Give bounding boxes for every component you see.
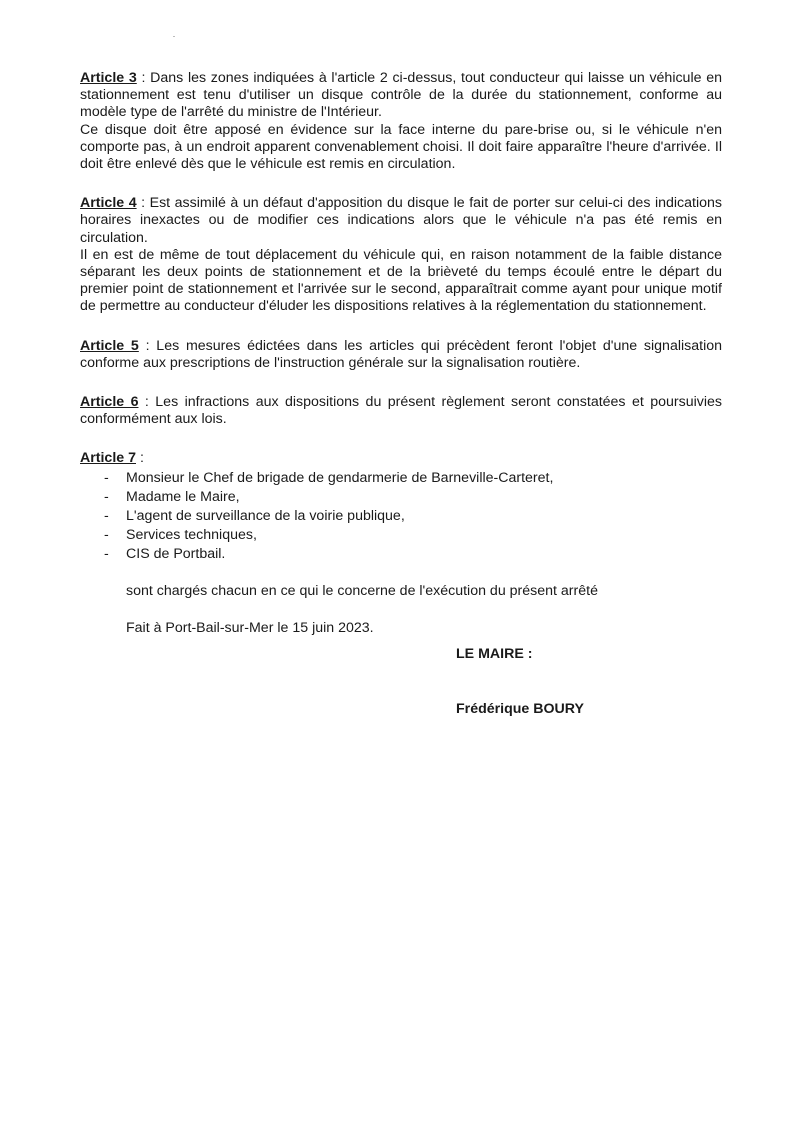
list-item: - CIS de Portbail. — [80, 546, 722, 565]
article-4-title: Article 4 — [80, 195, 137, 212]
article-6-paragraph-1 — [80, 394, 722, 428]
article-7-heading — [80, 450, 722, 467]
article-4-paragraph-1 — [80, 195, 722, 247]
article-5-title: Article 5 — [80, 337, 139, 354]
article-6-title: Article 6 — [80, 394, 139, 411]
list-item: - Monsieur le Chef de brigade de gendarmerie de Barneville-Carteret, — [80, 470, 722, 489]
article-3 — [80, 70, 722, 173]
signature-name: Frédérique BOURY — [456, 701, 584, 717]
article-7-colon: : — [136, 450, 144, 467]
article-4-text: : Est assimilé à un défaut d'apposition du disque le fait de porter sur celui-ci des indications horaires inexactes ou de modifier ces indications alors que le véhicule n'a pas été remis en circulation. — [80, 195, 722, 246]
document-body — [80, 70, 722, 637]
article-6-text: : Les infractions aux dispositions du présent règlement seront constatées et poursuivies conformément aux lois. — [80, 394, 722, 428]
article-4-paragraph-2: Il en est de même de tout déplacement du véhicule qui, en raison notamment de la faible distance séparant les deux points de stationnement et de la brièveté du temps écoulé entre le départ du premier point de stationnement et l'arrivée sur le second, apparaîtrait comme ayant pour unique motif de permettre au conducteur d'éluder les dispositions relatives à la réglementation du stationnement. — [80, 246, 722, 315]
closing-date-place: Fait à Port-Bail-sur-Mer le 15 juin 2023. — [126, 619, 374, 636]
article-7 — [80, 450, 722, 564]
article-6 — [80, 394, 722, 428]
closing-block — [126, 583, 722, 637]
article-3-text: : Dans les zones indiquées à l'article 2 ci-dessus, tout conducteur qui laisse un véhicule en stationnement est tenu d'utiliser un disque contrôle de la durée du stationnement, conforme au modèle type de l'arrêté du ministre de l'Intérieur. — [80, 70, 722, 121]
recipients-list — [80, 470, 722, 565]
list-item: - Madame le Maire, — [80, 489, 722, 508]
list-item: - Services techniques, — [80, 527, 722, 546]
article-7-title: Article 7 — [80, 450, 136, 467]
article-3-title: Article 3 — [80, 70, 137, 86]
article-5 — [80, 338, 722, 372]
closing-charge-text: sont chargés chacun en ce qui le concerne de l'exécution du présent arrêté — [126, 582, 598, 599]
list-item: - L'agent de surveillance de la voirie publique, — [80, 508, 722, 527]
article-4 — [80, 195, 722, 315]
article-5-paragraph-1 — [80, 338, 722, 372]
article-5-text: : Les mesures édictées dans les articles qui précèdent feront l'objet d'une signalisation conforme aux prescriptions de l'instruction générale sur la signalisation routière. — [80, 337, 722, 371]
article-3-paragraph-1 — [80, 70, 722, 122]
scan-artifact — [173, 36, 175, 37]
article-3-paragraph-2: Ce disque doit être apposé en évidence sur la face interne du pare-brise ou, si le véhicule n'en comporte pas, à un endroit apparent convenablement choisi. Il doit faire apparaître l'heure d'arrivée. Il doit être enlevé dès que le véhicule est remis en circulation. — [80, 121, 722, 173]
signature-role: LE MAIRE : — [456, 646, 533, 662]
